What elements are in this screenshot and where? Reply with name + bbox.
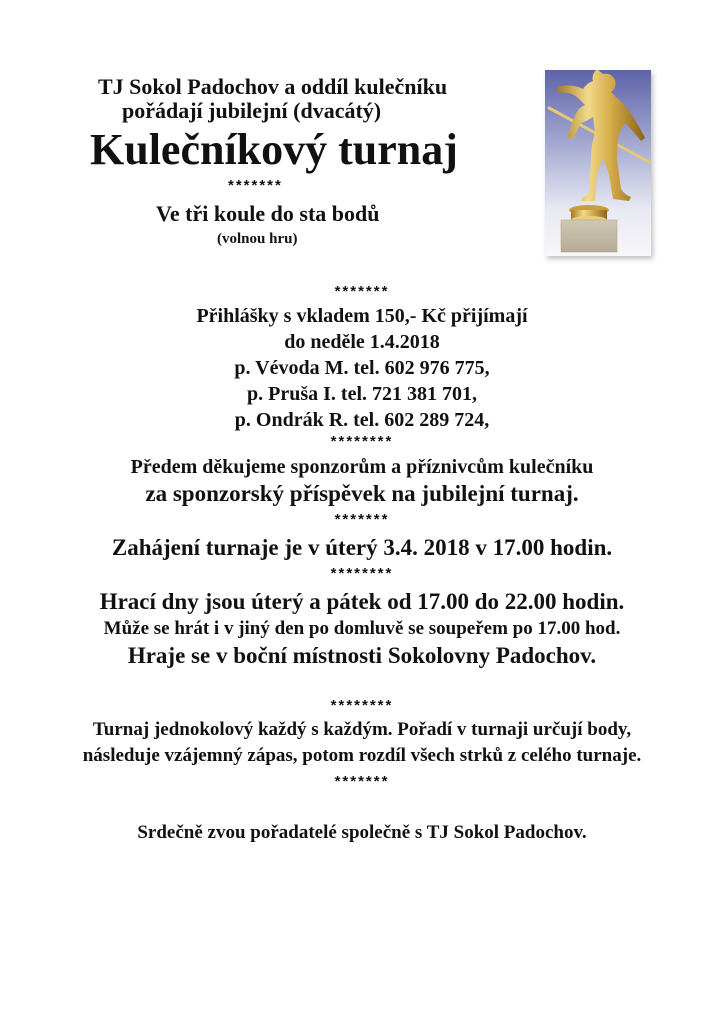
separator-stars: ******* bbox=[334, 283, 390, 300]
playing-days: Hrací dny jsou úterý a pátek od 17.00 do 22.00 hodin. bbox=[99, 589, 625, 614]
announcement-line: pořádají jubilejní (dvacátý) bbox=[122, 98, 382, 123]
organizer-line: TJ Sokol Padochov a oddíl kulečníku bbox=[98, 74, 448, 99]
separator-stars: ******* bbox=[334, 511, 390, 528]
tournament-format: Ve tři koule do sta bodů bbox=[156, 201, 380, 226]
tournament-start: Zahájení turnaje je v úterý 3.4. 2018 v 17.00 hodin. bbox=[111, 535, 613, 560]
sponsor-thanks: Předem děkujeme sponzorům a příznivcům kulečníku bbox=[130, 456, 594, 478]
separator-stars: ******** bbox=[330, 565, 394, 582]
billiard-trophy-icon bbox=[545, 70, 651, 256]
registration-fee: Přihlášky s vkladem 150,- Kč přijímají bbox=[196, 305, 528, 327]
sponsor-contribution: za sponzorský příspěvek na jubilejní turnaj. bbox=[145, 481, 579, 506]
contact-ondrak: p. Ondrák R. tel. 602 289 724, bbox=[234, 409, 490, 431]
contact-vevoda: p. Vévoda M. tel. 602 976 775, bbox=[234, 357, 490, 379]
invitation: Srdečně zvou pořadatelé společně s TJ Sokol Padochov. bbox=[137, 822, 587, 843]
format-note: (volnou hru) bbox=[217, 231, 298, 247]
separator-stars: ******* bbox=[334, 773, 390, 790]
separator-stars: ******** bbox=[330, 433, 394, 450]
page-title: Kulečníkový turnaj bbox=[90, 125, 458, 174]
rules-format: Turnaj jednokolový každý s každým. Pořadí v turnaji určují body, bbox=[92, 719, 632, 740]
contact-prusa: p. Pruša I. tel. 721 381 701, bbox=[247, 383, 477, 405]
rules-tiebreak: následuje vzájemný zápas, potom rozdíl všech strků z celého turnaje. bbox=[82, 745, 642, 766]
venue: Hraje se v boční místnosti Sokolovny Padochov. bbox=[127, 643, 597, 668]
billiard-trophy-image bbox=[545, 70, 651, 256]
separator-stars: ******** bbox=[330, 697, 394, 714]
registration-deadline: do neděle 1.4.2018 bbox=[284, 331, 440, 353]
separator-stars: ******* bbox=[228, 177, 283, 194]
alternative-days: Může se hrát i v jiný den po domluvě se soupeřem po 17.00 hod. bbox=[103, 618, 621, 639]
